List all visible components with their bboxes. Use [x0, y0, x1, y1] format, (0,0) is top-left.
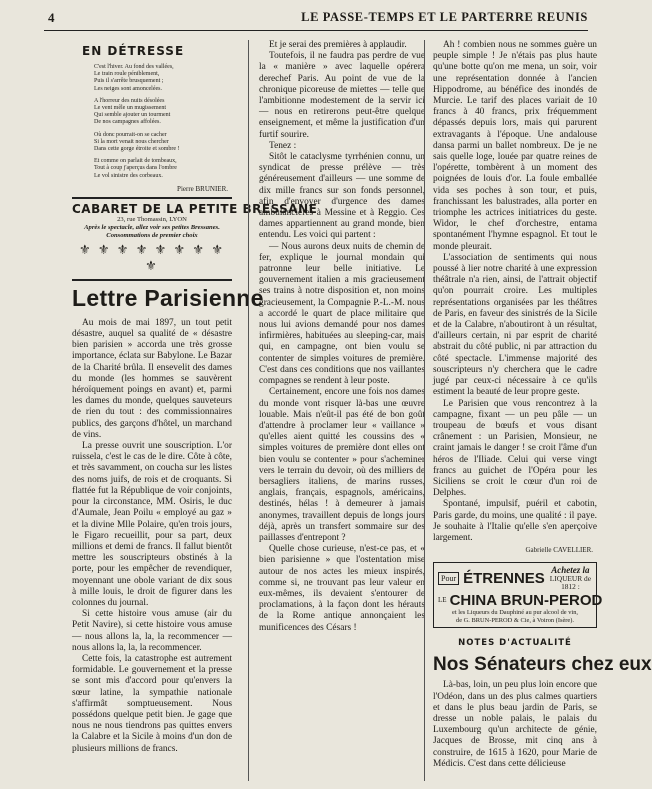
column-3	[424, 40, 652, 781]
article-paragraph: Le Parisien que vous rencontrez à la campagne, fixant — un peu pâle — un troupeau de bœufs et vous disant crânement : un Parisien, Monsieur, ne craint jamais le danger ! se croit l'âme d'un héros de l'Iliade. Celui qui verse vingt francs au guichet de l'Opéra pour les Siciliens se croit le cœur d'un roi de Delphes.	[433, 398, 597, 499]
poem-line: Et comme on parlait de tombeaux,	[94, 158, 177, 165]
ad-etrennes: ÉTRENNES	[463, 570, 545, 588]
liqueur-advertisement	[433, 562, 603, 628]
ad-le: LE	[438, 596, 447, 605]
article-paragraph: Ah ! combien nous ne sommes guère un peuple simple ! Je n'étais pas plus haute qu'une botte qu'on me mena, un soir, voir une représentation donnée à l'ancien Hippodrome, au bénéfice des inondés de Murcie. Le tarif des places variait de 10 francs à 40 francs, prix fréquemment dépassés depuis lors, mais qui parurent extravagants à l'époque. Une andalouse dansa parmi un ballet nombreux. De je ne sais quelle loge, louée par quatre reines de l'opérette, tombèrent à un moment des poignées de louis d'or. La foule emballée vida ses poches à son tour, et puis, franchissant les balustrades, alla porter en triomphe les actrices initiatrices du geste. Widor, le chef d'orchestre, entama spontanément l'hymne espagnol. Et tout le monde pleurait.	[433, 40, 597, 252]
article-paragraph: Toutefois, il ne faudra pas perdre de vue la « manière » avec laquelle opérera derechef Paris. Au point de vue de la chronique picoreuse de miettes — telle que l'ambitionne modestement de la servir ici — nous en retirerons peut-être quelque enseignement, et même la justification d'un furtif sourire.	[259, 51, 425, 140]
ad-line: et les Liqueurs du Dauphiné au pur alcool de vin,	[451, 609, 578, 617]
article-paragraph: Tenez :	[269, 140, 297, 151]
ad-title: CABARET DE LA PETITE BRESSANE	[72, 201, 318, 216]
poem-line: Si la mort venait nous chercher	[94, 138, 169, 145]
article-paragraph: — Nous aurons deux nuits de chemin de fer, explique le journal mondain qui patronne leur belle initiative. Le gouvernement italien a mis gracieusement ses trains à notre disposition et, non moins gracieusement, la Compagnie P.-L.-M. nous a accordé le quart de place militaire que nous lui avions demandé pour nos dames infirmières, habituées au sleeping-car, mais qui, en campagne, ont bien voulu se contenter de simples voitures de première. C'est dans ces conditions que nos vaillantes compagnes se rendent à leur poste.	[259, 241, 425, 387]
poem-line: Les neiges sont amoncelées.	[94, 85, 162, 92]
poem-signature: Pierre BRUNIER.	[177, 184, 228, 193]
poem-line: Où donc pourrait-on se cacher	[94, 131, 167, 138]
ad-china-brun-perod: CHINA BRUN-PEROD	[449, 592, 603, 610]
ad-line: Consommations de premier choix	[106, 231, 198, 239]
column-2	[248, 40, 425, 781]
poem-stanza	[94, 98, 232, 127]
ad-line: Après le spectacle, allez voir ses petites Bressanes.	[84, 223, 220, 231]
poem-stanza	[94, 132, 232, 154]
poem-stanza	[94, 158, 232, 180]
notes-heading: NOTES D'ACTUALITÉ	[458, 638, 572, 649]
poem-line: Tout à coup j'aperçus dans l'ombre	[94, 165, 177, 172]
article-paragraph: La presse ouvrit une souscription. L'or ruissela, c'est le cas de le dire. Côte à côte, et très savamment, on coucha sur les listes des noms juifs, de rois et de croquants. Si flattée fut la République de voir conjoints, pour la circonstance, MM. Osiris, le duc d'Aumale, Jean Poilu « employé au gaz » et la divine Mlle Polaire, qu'en trois jours, le Figaro recueillit, pour sa part, deux millions et demi de francs. Il fallut bientôt mettre les souscripteurs obstinés à la porte, pour les empêcher de revendiquer, moyennant une obole variant de dix sous à mille louis, le droit de figurer dans les colonnes du journal.	[72, 441, 232, 608]
article-title: Lettre Parisienne	[72, 284, 264, 311]
article-paragraph: Cette fois, la catastrophe est autrement formidable. Le gouvernement et la presse se sont mis d'accord pour qu'envers la sœur latine, la sympathie nationale s'affirmât somptueusement. Nous possédons quelque petit bien. Je gage que nous ne nous tiendrons pas quittes envers la Calabre et la Sicile à moins d'un don de plusieurs millions de francs.	[72, 653, 232, 754]
ad-address: 23, rue Thomassin, LYON	[117, 215, 187, 223]
article-paragraph: Quelle chose curieuse, n'est-ce pas, et « bien parisienne » que l'ostentation mise autour de nos actes les mieux inspirés, comme si, ne trouvant pas leur valeur en eux-mêmes, ils devaient s'entourer de proclamations, à la façon dont les hérauts de la Rome antique annonçaient les munificences des Césars !	[259, 544, 425, 633]
poem	[72, 64, 232, 180]
poem-line: Qui semble ajouter un tourment	[94, 112, 171, 119]
poem-line: Le vent mêle un mugissement	[94, 105, 166, 112]
cabaret-advertisement	[72, 197, 318, 281]
poem-title: EN DÉTRESSE	[82, 44, 185, 58]
poem-line: De nos campagnes affolées.	[94, 119, 161, 126]
poem-stanza	[94, 64, 232, 93]
poem-line: C'est l'hiver. Au fond des vallées,	[94, 64, 174, 70]
notes-paragraph: Là-bas, loin, un peu plus loin encore que l'Odéon, dans un des plus calmes quartiers et dans le plus beau jardin de Paris, se dresse un noble palais, le palais du Luxembourg qu'un architecte de génie, Jacques de Brosse, mit cinq ans à construire, de 1615 à 1620, pour Marie de Médicis. C'est dans cette délicieuse	[433, 680, 597, 769]
poem-line: Le vol sinistre des corbeaux.	[94, 172, 163, 179]
poem-line: A l'horreur des nuits désolées	[94, 97, 165, 104]
page-header	[44, 8, 588, 31]
ad-line: de G. BRUN-PEROD & Cie, à Voiron (Isère).	[456, 616, 574, 624]
ad-achetez: Achetez la	[551, 565, 590, 576]
article-paragraph: Sitôt le cataclysme tyrrhénien connu, un syndicat de presse prélève — très généreusement d'ailleurs — une somme de dix mille francs sur son fonds personnel, afin d'envoyer d'urgence des dames ambulancières à Messine et à Reggio. Ces dames appartiennent au grand monde, bien entendu. Les voici qui partent :	[259, 152, 425, 241]
poem-line: Le train roule péniblement,	[94, 71, 160, 78]
article-paragraph: Spontané, impulsif, puéril et cabotin, Paris garde, du moins, une qualité : il paye. Je souhaite à l'Italie qu'elle s'en aperçoive largement.	[433, 499, 597, 543]
running-title: LE PASSE-TEMPS ET LE PARTERRE REUNIS	[301, 10, 588, 24]
article-signature: Gabrielle CAVELLIER.	[525, 546, 593, 555]
poem-line: Puis il s'arrête brusquement ;	[94, 78, 164, 85]
article-paragraph: Au mois de mai 1897, un tout petit désastre, auquel sa qualité de « désastre bien parisien » accorda une très grosse importance, éclata sur Babylone. Le Bazar de la Charité brûla. Il ensevelit des dames du monde (les hommes se sauvèrent héroïquement poings en avant) et, parmi les dames du monde, quelques sauveteurs de rien du tout : des commissionnaires publics, des garçons d'hôtel, un marchand de vins.	[72, 317, 232, 440]
article-paragraph: Si cette histoire vous amuse (air du Petit Navire), si cette histoire vous amuse — nous allons la, la, la recommencer — nous allons la, la, la recommencer.	[72, 609, 232, 653]
article-paragraph: Et je serai des premières à applaudir.	[269, 40, 407, 50]
article-paragraph: Certainement, encore une fois nos dames du monde vont risquer là-bas une œuvre louable. Mais n'eût-il pas été de bon goût d'attendre à proclamer leur « vaillance » qu'elles aient quitté les coussins des « simples voitures de première dont elles ont bien voulu se contenter » pour s'acheminer vers le terrain du devoir, où des milliers de bersagliers italiens, de marins russes, anglais, français, espagnols, américains, destinés, hélas ! à demeurer à jamais anonymes, travaillent depuis de longs jours déjà, après un transfert sommaire sur des paillasses d'entrepont ?	[259, 387, 425, 543]
poem-line: Dans cette gorge étroite et sombre !	[94, 146, 180, 153]
page-number: 4	[48, 10, 55, 25]
ad-liqueur: LIQUEUR de 1812 :	[549, 574, 592, 592]
notes-title: Nos Sénateurs chez eux	[433, 654, 652, 676]
ad-pour: Pour	[438, 572, 459, 585]
fleur-de-lis-ornament: ⚜ ⚜ ⚜ ⚜ ⚜ ⚜ ⚜ ⚜ ⚜	[79, 241, 225, 273]
article-paragraph: L'association de sentiments qui nous poussé à lier notre charité à une expression théâtrale n'a rien, ainsi, de l'attrait objectif qu'on pourrait croire. Les multiples représentations organisées par les théâtres de Paris, en faveur des sinistrés de la Sicile et de la Calabre, n'aboutiront à un résultat, d'ailleurs certain, ni par esprit de charité abstrait du côté public, ni par attraction du côté spectacle. L'immense majorité des souscripteurs n'y cherchera que le cadre jugé par ceux-ci nécessaire à ce qu'ils estiment la beauté de leur propre geste.	[433, 252, 597, 398]
